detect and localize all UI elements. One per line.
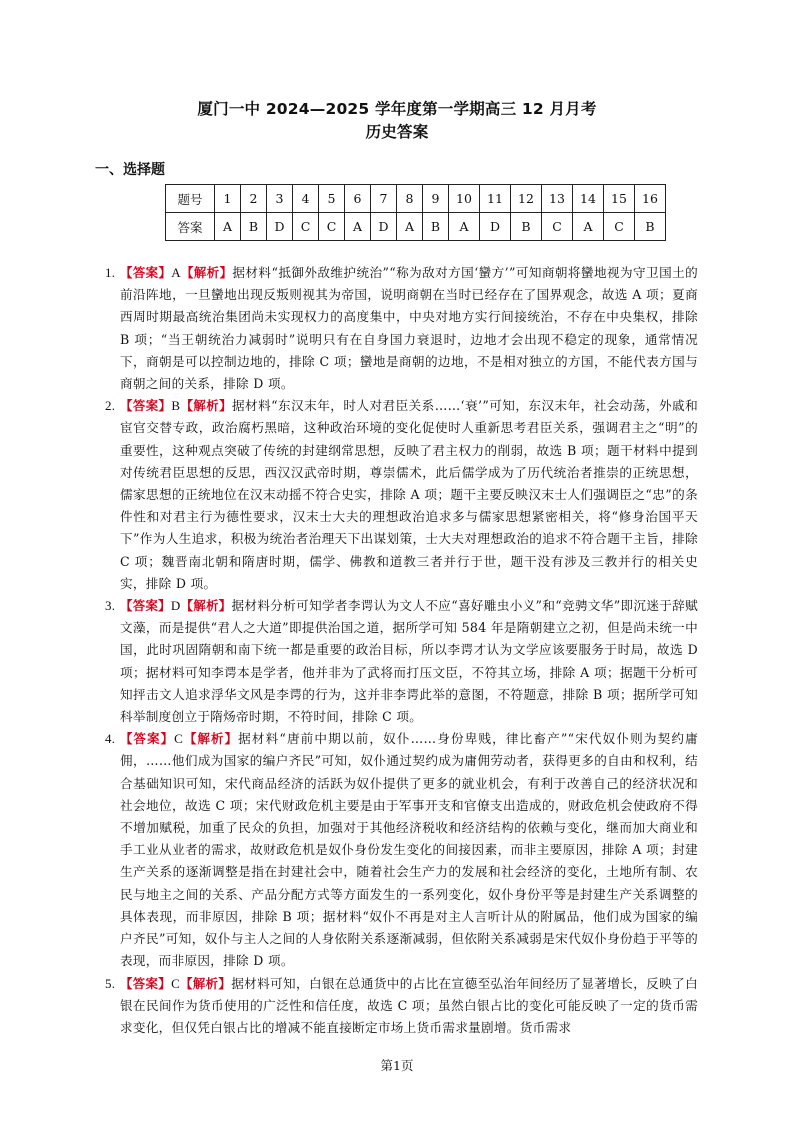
answer-letter-cell: A: [215, 213, 241, 241]
question-number-cell: 8: [397, 185, 423, 213]
answer-letter-cell: C: [542, 213, 573, 241]
explanation-item: [98, 973, 698, 1040]
answer-letter-cell: C: [293, 213, 319, 241]
question-number-cell: 16: [635, 185, 666, 213]
answer-letter: A: [171, 265, 181, 280]
answer-letter-cell: B: [635, 213, 666, 241]
analysis-text: 据材料分析可知学者李谔认为文人不应“喜好雕虫小义”和“竞骋文华”即沉迷于辞赋文藻，而是提供“君人之大道”即提供治国之道，据所学可知 584 年是隋朝建立之初，但是尚未统一中国，此时巩固隋朝和南下统一都是重要的政治目标，所以李谔才认为文学应该要服务于时局，故选 D 项；据材料可知李谔本是学者，他并非为了武将而打压文臣，不符其立场，排除 A 项；据题干分析可知抨击文人追求浮华文风是李谔的行为，这并非李谔此举的意图，不符题意，排除 B 项；据所学可知科举制度创立于隋炀帝时期，不符时间，排除 C 项。: [120, 598, 698, 725]
page-number: 第1页: [380, 1058, 414, 1073]
question-number-cell: 2: [241, 185, 267, 213]
answer-table-answer-row: [166, 213, 666, 241]
answer-letter-cell: C: [604, 213, 635, 241]
question-number-cell: 5: [319, 185, 345, 213]
explanation-item: [98, 595, 698, 728]
question-number-cell: 4: [293, 185, 319, 213]
answer-letter-cell: B: [511, 213, 542, 241]
answer-letter-cell: A: [449, 213, 480, 241]
row-label-answer: 答案: [166, 213, 215, 241]
answer-letter: C: [171, 975, 181, 991]
answer-letter-cell: D: [371, 213, 397, 241]
answer-letter: B: [171, 398, 181, 414]
answer-letter-cell: D: [267, 213, 293, 241]
exam-subtitle: 历史答案: [365, 123, 429, 141]
item-number: 3.: [105, 598, 116, 614]
analysis-text: 据材料“唐前中期以前，奴仆……身份卑贱，律比畜产”“宋代奴仆则为契约庸佣，……他们成为国家的编户齐民”可知，奴仆通过契约成为庸佣劳动者，获得更多的自由和权利，结合基础知识可知，宋代商品经济的活跃为奴仆提供了更多的就业机会，有利于改善自己的经济状况和社会地位，故选 C 项；宋代财政危机主要是由于军事开支和官僚支出造成的，财政危机会使政府不得不增加赋税，加重了民众的负担，加强对于其他经济税收和经济结构的依赖与变化，继而加大商业和手工业从业者的需求，故财政危机是奴仆身份发生变化的间接因素，而非主要原因，排除 A 项；封建生产关系的逐渐调整是指在封建社会中，随着社会生产力的发展和社会经济的变化，土地所有制、农民与地主之间的关系、产品分配方式等方面发生的一系列变化，奴仆身份平等是封建生产关系调整的具体表现，而非原因，排除 B 项；据材料“奴仆不再是对主人言听计从的附属品，他们成为国家的编户齐民”可知，奴仆与主人之间的人身依附关系逐渐减弱，但依附关系减弱是宋代奴仆身份趋于平等的表现，而非原因，排除 D 项。: [120, 731, 699, 969]
question-number-cell: 10: [449, 185, 480, 213]
explanation-item: [98, 728, 698, 972]
section-heading: 一、选择题: [95, 162, 165, 178]
item-number: 5.: [105, 975, 116, 991]
answer-tag: 【答案】: [120, 265, 172, 280]
answer-table-number-row: [166, 185, 666, 213]
answer-letter: D: [170, 598, 181, 614]
exam-title: 厦门一中 2024—2025 学年度第一学期高三 12 月月考: [197, 100, 597, 118]
answer-letter-cell: B: [423, 213, 449, 241]
answer-letter-cell: B: [241, 213, 267, 241]
question-number-cell: 9: [423, 185, 449, 213]
analysis-text: 据材料可知，白银在总通货中的占比在宣德至弘治年间经历了显著增长，反映了白银在民间作为货币使用的广泛性和信任度，故选 C 项；虽然白银占比的变化可能反映了一定的货币需求变化，但仅凭白银占比的增减不能直接断定市场上货币需求量剧增。货币需求: [120, 975, 698, 1035]
explanation-item: [98, 262, 698, 395]
question-number-cell: 14: [573, 185, 604, 213]
answer-tag: 【答案】: [120, 975, 172, 991]
question-number-cell: 1: [215, 185, 241, 213]
answer-letter-cell: A: [573, 213, 604, 241]
analysis-text: 据材料“抵御外敌维护统治”“称为敌对方国‘蠻方’”可知商朝将蠻地视为守卫国土的前沿阵地，一旦蠻地出现反叛则视其为帝国，说明商朝在当时已经存在了国界观念，故选 A 项；夏商西周时期最高统治集团尚未实现权力的高度集中，中央对地方实行间接统治，不存在中央集权，排除 B 项；“当王朝统治力减弱时”说明只有在自身国力衰退时，边地才会出现不稳定的现象，通常情况下，商朝是可以控制边地的，排除 C 项；蠻地是商朝的边地，不是相对独立的方国，不能代表方国与商朝之间的关系，排除 D 项。: [120, 265, 699, 392]
question-number-cell: 13: [542, 185, 573, 213]
answer-table: [165, 184, 666, 241]
question-number-cell: 6: [345, 185, 371, 213]
analysis-tag: 【解析】: [183, 731, 239, 747]
answer-letter: C: [174, 731, 184, 747]
question-number-cell: 7: [371, 185, 397, 213]
answer-tag: 【答案】: [120, 398, 172, 414]
analysis-tag: 【解析】: [180, 975, 232, 991]
item-number: 1.: [105, 265, 116, 280]
analysis-tag: 【解析】: [180, 265, 233, 280]
analysis-text: 据材料“东汉末年，时人对君臣关系……‘衰’”可知，东汉末年，社会动荡，外戚和宦官交替专政，政治腐朽黑暗，这种政治环境的变化促使时人重新思考君臣关系，强调君主之“明”的重要性，这种观点突破了传统的封建纲常思想，反映了君主权力的削弱，故选 B 项；题干材料中提到对传统君臣思想的反思，西汉汉武帝时期，尊崇儒术，此后儒学成为了历代统治者推崇的正统思想，儒家思想的正统地位在汉末动摇不符合史实，排除 A 项；题干主要反映汉末士人们强调臣之“忠”的条件性和对君主行为德性要求，汉末士大夫的理想政治追求多与儒家思想紧密相关，将“修身治国平天下”作为人生追求，积极为统治者治理天下出谋划策，士大夫对理想政治的追求不符合题干主旨，排除 C 项；魏晋南北朝和隋唐时期，儒学、佛教和道教三者并行于世，题干没有涉及三教并行的相关史实，排除 D 项。: [120, 398, 698, 591]
analysis-tag: 【解析】: [180, 398, 232, 414]
item-number: 4.: [105, 731, 116, 747]
question-number-cell: 15: [604, 185, 635, 213]
answer-explanations: [98, 262, 698, 1039]
answer-tag: 【答案】: [120, 731, 175, 747]
question-number-cell: 3: [267, 185, 293, 213]
answer-letter-cell: A: [345, 213, 371, 241]
explanation-item: [98, 395, 698, 595]
answer-letter-cell: A: [397, 213, 423, 241]
answer-letter-cell: D: [480, 213, 511, 241]
answer-tag: 【答案】: [120, 598, 171, 614]
item-number: 2.: [105, 398, 116, 414]
row-label-number: 题号: [166, 185, 215, 213]
question-number-cell: 12: [511, 185, 542, 213]
analysis-tag: 【解析】: [180, 598, 232, 614]
answer-letter-cell: C: [319, 213, 345, 241]
question-number-cell: 11: [480, 185, 511, 213]
